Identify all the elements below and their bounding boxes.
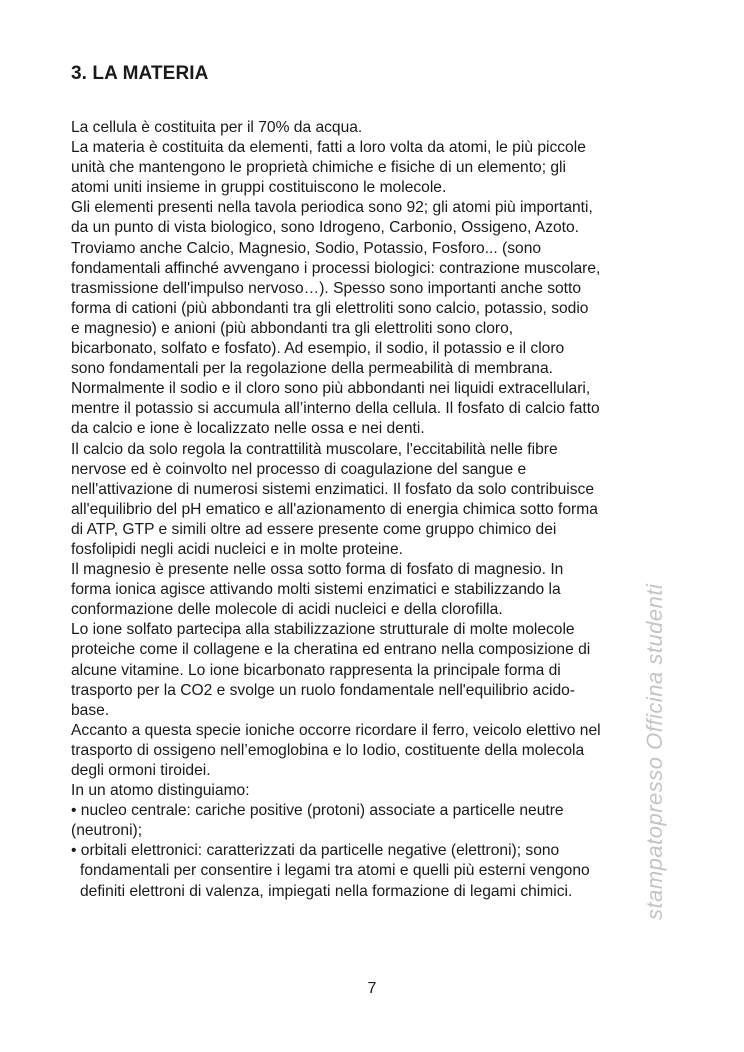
text-line: fondamentali affinché avvengano i processi biologici: contrazione muscolare,: [71, 259, 601, 277]
text-line: Il magnesio è presente nelle ossa sotto forma di fosfato di magnesio. In: [71, 561, 564, 579]
text-line: da un punto di vista biologico, sono Idrogeno, Carbonio, Ossigeno, Azoto.: [71, 219, 579, 237]
text-line: nervose ed è coinvolto nel processo di coagulazione del sangue e: [71, 460, 527, 478]
text-line: base.: [71, 701, 110, 719]
page-number: 7: [367, 980, 377, 997]
list-item: • orbitali elettronici: caratterizzati da particelle negative (elettroni); sono: [71, 842, 560, 860]
text-line: proteiche come il collagene e la cheratina ed entrano nella composizione di: [71, 641, 591, 659]
text-line: all'equilibrio del pH ematico e all'azionamento di energia chimica sotto forma: [71, 500, 598, 518]
text-line: degli ormoni tiroidei.: [71, 762, 211, 779]
text-line: da calcio e ione è localizzato nelle ossa e nei denti.: [71, 420, 425, 438]
list-item-continuation: (neutroni);: [71, 822, 143, 840]
list-item-continuation: fondamentali per consentire i legami tra atomi e quelli più esterni vengono: [80, 862, 590, 880]
list-item-continuation: definiti elettroni di valenza, impiegati nella formazione di legami chimici.: [80, 882, 573, 900]
text-line: In un atomo distinguiamo:: [71, 782, 250, 800]
list-item: • nucleo centrale: cariche positive (protoni) associate a particelle neutre: [71, 802, 564, 820]
text-line: Gli elementi presenti nella tavola periodica sono 92; gli atomi più importanti,: [71, 199, 593, 217]
text-line: alcune vitamine. Lo ione bicarbonato rappresenta la principale forma di: [71, 661, 561, 679]
text-line: forma ionica agisce attivando molti sistemi enzimatici e stabilizzando la: [71, 581, 561, 599]
text-line: mentre il potassio si accumula all’interno della cellula. Il fosfato di calcio fatto: [71, 400, 600, 418]
text-line: Troviamo anche Calcio, Magnesio, Sodio, Potassio, Fosforo... (sono: [71, 239, 542, 257]
text-line: nell'attivazione di numerosi sistemi enzimatici. Il fosfato da solo contribuisce: [71, 480, 595, 498]
text-line: Il calcio da solo regola la contrattilità muscolare, l'eccitabilità nelle fibre: [71, 440, 558, 458]
text-line: atomi uniti insieme in gruppi costituiscono le molecole.: [71, 179, 447, 197]
text-line: Accanto a questa specie ioniche occorre ricordare il ferro, veicolo elettivo nel: [71, 721, 601, 739]
text-line: di ATP, GTP e simili oltre ad essere presente come gruppo chimico dei: [71, 520, 557, 538]
text-line: unità che mantengono le proprietà chimiche e fisiche di un elemento; gli: [71, 159, 566, 177]
watermark: stampatopresso Officina studenti: [642, 583, 667, 920]
text-line: conformazione delle molecole di acidi nucleici e della clorofilla.: [71, 601, 503, 619]
text-line: bicarbonato, solfato e fosfato). Ad esempio, il sodio, il potassio e il cloro: [71, 340, 565, 358]
page-title: 3. LA MATERIA: [71, 63, 209, 84]
body-text: [71, 118, 683, 902]
text-line: La materia è costituita da elementi, fatti a loro volta da atomi, le più piccole: [71, 139, 586, 157]
text-line: Lo ione solfato partecipa alla stabilizzazione strutturale di molte molecole: [71, 621, 575, 639]
text-line: trasporto per la CO2 e svolge un ruolo fondamentale nell'equilibrio acido-: [71, 681, 576, 699]
text-line: sono fondamentali per la regolazione della permeabilità di membrana.: [71, 360, 553, 378]
text-line: fosfolipidi negli acidi nucleici e in molte proteine.: [71, 540, 403, 558]
text-line: trasporto di ossigeno nell’emoglobina e lo Iodio, costituente della molecola: [71, 741, 585, 759]
text-line: trasmissione dell'impulso nervoso…). Spesso sono importanti anche sotto: [71, 279, 582, 297]
text-line: Normalmente il sodio e il cloro sono più abbondanti nei liquidi extracellulari,: [71, 380, 591, 398]
text-line: forma di cationi (più abbondanti tra gli elettroliti sono calcio, potassio, sodio: [71, 299, 589, 317]
text-line: e magnesio) e anioni (più abbondanti tra gli elettroliti sono cloro,: [71, 319, 514, 337]
text-line: La cellula è costituita per il 70% da acqua.: [71, 119, 363, 136]
